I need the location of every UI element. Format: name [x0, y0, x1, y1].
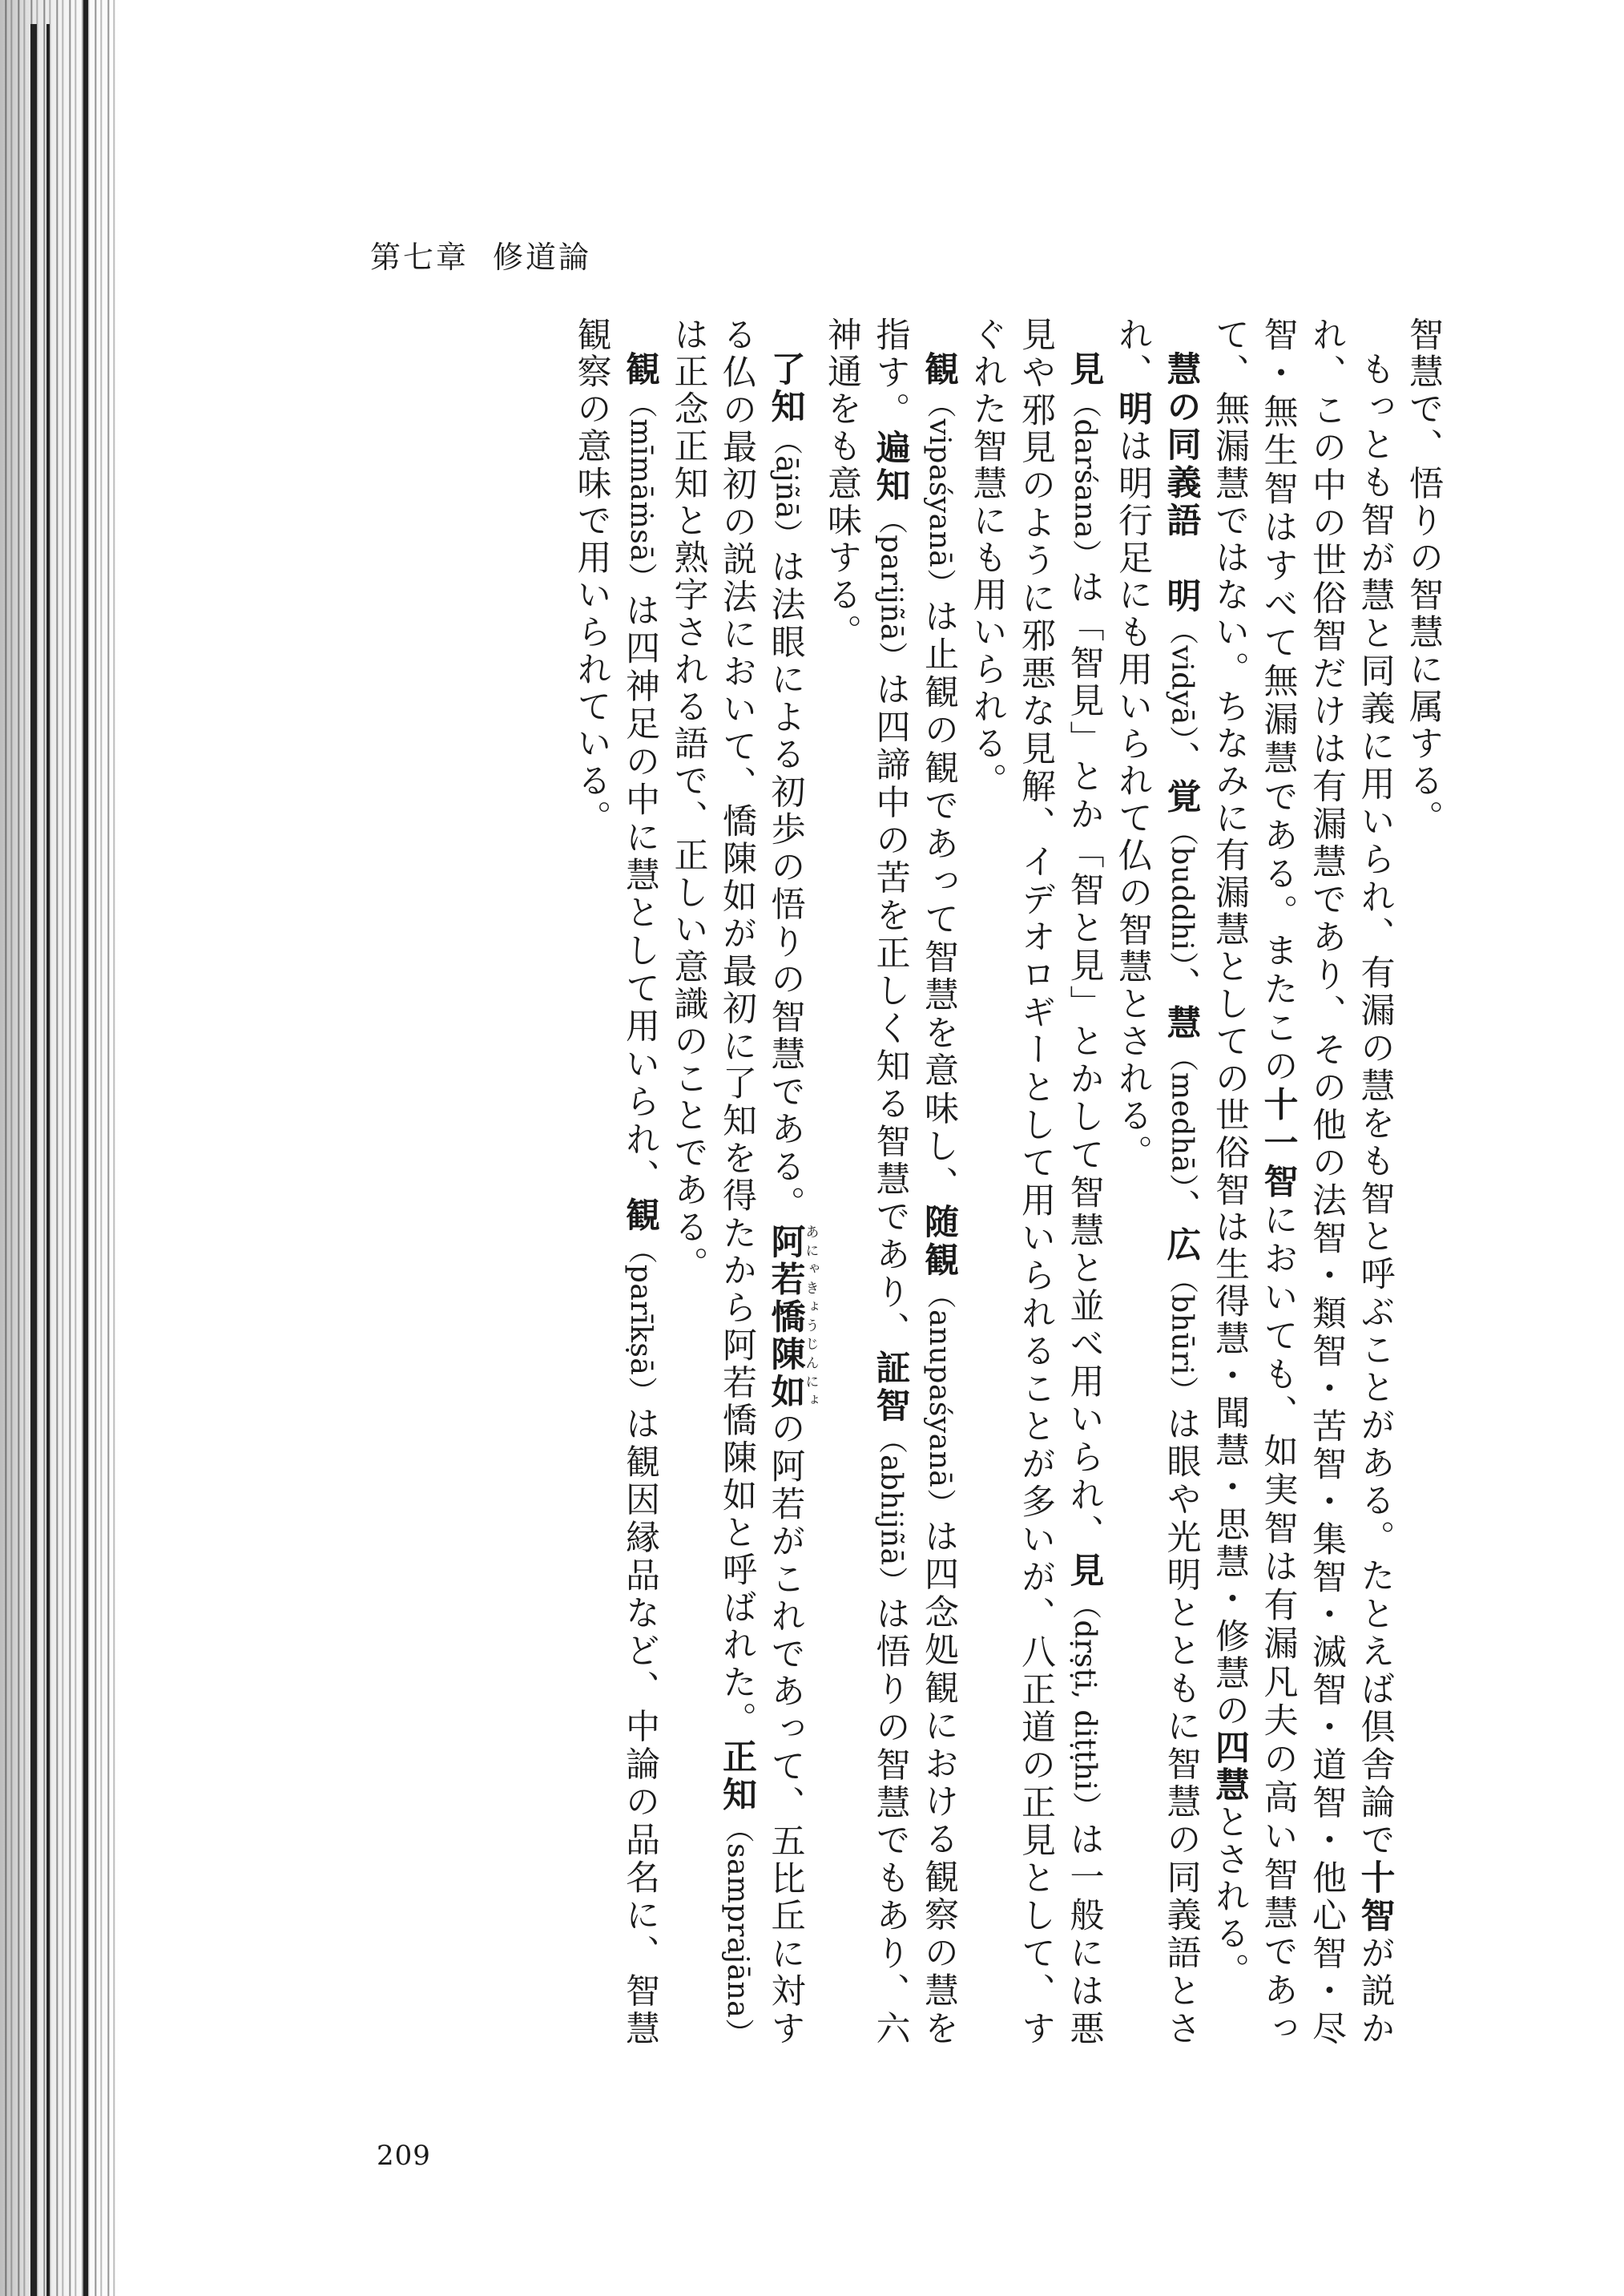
text-run: とされる。: [1210, 1804, 1250, 1991]
sanskrit-term: （medhā）: [1165, 1042, 1199, 1189]
term: 観: [620, 1196, 660, 1235]
term: 観: [919, 351, 959, 389]
text-run: は正念正知と熟字される語で、正しい意識のことである。: [668, 317, 709, 1284]
term: 明: [1161, 578, 1202, 616]
term: 覚: [1161, 778, 1202, 817]
running-head: [370, 232, 591, 276]
sanskrit-term: （dṛṣṭi, diṭṭhi）: [1068, 1590, 1102, 1822]
paragraph: [567, 317, 664, 2048]
text-run: は四神足の中に慧として用いられ、: [620, 592, 660, 1197]
term: 遍知: [870, 430, 911, 506]
text-run: は眼や光明とともに智慧の同義語とされ、: [1113, 317, 1202, 2048]
sanskrit-term: （vidyā）: [1165, 615, 1199, 741]
text-run: [1162, 540, 1202, 578]
text-run: は一般には悪見や邪見のように邪悪な見解、イデオロギーとして用いられることが多いが、八正道の正見として、すぐれた智慧にも用いられる。: [967, 317, 1105, 2048]
term: 随観: [919, 1204, 959, 1280]
binding-shadow: [0, 0, 120, 2296]
ruby-term: 阿若憍陳如あにゃきょうじんにょ: [765, 1223, 819, 1411]
sanskrit-term: （ājñā）: [769, 426, 803, 549]
text-run: は法眼による初歩の悟りの智慧である。: [765, 548, 806, 1224]
text-run: は明行足にも用いられて仏の智慧とされる。: [1113, 428, 1153, 1172]
text-run: は「智見」とか「智と見」とかして智慧と並べ用いられ、: [1064, 569, 1105, 1553]
sanskrit-term: （vipaśyanā）: [923, 389, 956, 599]
text-run: は観因縁品など、中論の品名に、智慧観察の意味で用いられている。: [571, 317, 660, 2048]
term: 十一智: [1258, 1086, 1299, 1202]
sanskrit-term: （buddhi）: [1165, 817, 1199, 967]
sanskrit-term: （abhijñā）: [874, 1424, 908, 1596]
text-run: もっとも智が慧と同義に用いられ、有漏の慧をも智と呼ぶことがある。たとえば倶舎論で: [1355, 351, 1396, 1860]
sanskrit-term: （mīmāṁsā）: [624, 389, 657, 593]
paragraph: [818, 317, 964, 2048]
text-run: 、: [1161, 740, 1202, 779]
paragraph: [1400, 317, 1449, 2048]
sanskrit-term: （parīkṣā）: [624, 1234, 657, 1406]
sanskrit-term: （samprajāna）: [721, 1814, 754, 2048]
text-run: の阿若がこれであって、五比丘に対する仏の最初の説法において、憍陳如が最初に了知を得たから阿若憍陳如と呼ばれた。: [717, 317, 806, 2048]
sanskrit-term: （parijñā）: [874, 505, 908, 672]
term: 十智: [1355, 1859, 1396, 1935]
term: 了知: [765, 351, 806, 426]
text-run: においても、如実智は有漏凡夫の高い智慧であって、無漏慧ではない。ちなみに有漏慧としての世俗智は生得慧・聞慧・思慧・修慧の: [1210, 317, 1299, 2048]
term: 広: [1161, 1226, 1202, 1265]
chapter-title: 修道論: [493, 240, 592, 275]
body-text: [567, 317, 1448, 2048]
page-number: 209: [377, 2140, 431, 2172]
text-run: は止観の観であって智慧を意味し、: [919, 598, 959, 1204]
term: 見: [1064, 351, 1105, 389]
term: 慧の同義語: [1161, 351, 1202, 540]
text-run: は悟りの智慧でもあり、六神通をも意味する。: [822, 317, 911, 2048]
paragraph: [664, 317, 818, 2048]
text-run: 智慧で、悟りの智慧に属する。: [1404, 317, 1444, 837]
text-run: 、: [1161, 1188, 1202, 1227]
text-run: は四諦中の苦を正しく知る智慧であり、: [870, 671, 911, 1350]
paragraph: [1109, 317, 1206, 2048]
text-run: が説かれ、この中の世俗智だけは有漏慧であり、その他の法智・類智・苦智・集智・滅智・道智・他心智・尽智・無生智はすべて無漏慧である。またこの: [1258, 317, 1396, 2048]
term: 明: [1113, 390, 1153, 429]
sanskrit-term: （bhūri）: [1165, 1264, 1199, 1406]
sanskrit-term: （anupaśyanā）: [923, 1279, 956, 1519]
term: 正知: [717, 1738, 757, 1814]
term: 四慧: [1210, 1729, 1250, 1805]
paragraph: [963, 317, 1109, 2048]
term: 観: [620, 351, 660, 389]
sanskrit-term: （darśana）: [1068, 389, 1102, 570]
term: 慧: [1161, 1004, 1202, 1043]
term: 証智: [870, 1349, 911, 1425]
chapter-number: 第七章: [370, 240, 469, 275]
paragraph: [1206, 317, 1400, 2048]
term: 見: [1064, 1552, 1105, 1591]
text-run: 、: [1161, 966, 1202, 1005]
text-run: は四念処観における観察の慧を指す。: [870, 317, 959, 2048]
